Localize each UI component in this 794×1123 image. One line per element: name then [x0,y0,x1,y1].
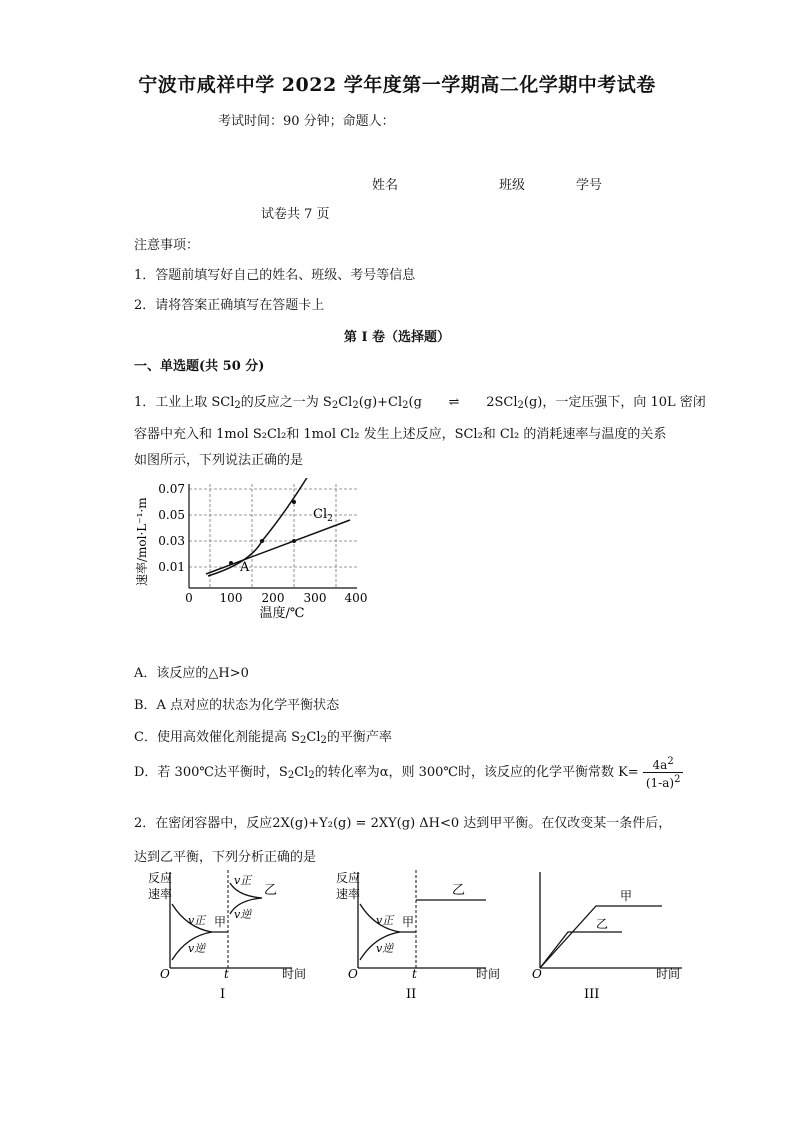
svg-text:100: 100 [219,591,243,605]
y-axis-label: 速率/mol·L⁻¹·m [135,497,149,586]
svg-text:0.01: 0.01 [158,560,185,574]
q2-graph-3 [522,868,692,1002]
svg-text:甲: 甲 [620,889,633,903]
svg-text:II: II [406,987,417,1002]
class-label: 班级 [499,178,526,193]
svg-text:时间: 时间 [282,967,307,981]
q1-option-d: D．若 300℃达平衡时，$S_2Cl_2$的转化率为α，则 300℃时，该反应的化学平衡常数 K= $\frac{4a^2}{(1-a)^2}$ [134,755,683,790]
svg-text:乙: 乙 [452,883,466,898]
svg-text:200: 200 [261,591,285,605]
svg-text:O: O [348,967,358,981]
q2-graph-2 [330,868,505,1002]
q1-stem-line1: 1．工业上取 SCl$_2$的反应之一为 $S_2Cl_2(g)+Cl_2(g$ ⇌ 2SCl$_2$(g)，一定压强下，向 10L 密闭 [134,395,706,411]
q1-stem-line3: 如图所示，下列说法正确的是 [134,453,304,468]
label-cl2: $Cl_2$ [313,507,333,524]
q2-stem-line2: 达到乙平衡，下列分析正确的是 [134,850,317,865]
svg-text:时间: 时间 [656,967,681,981]
svg-text:甲: 甲 [214,915,227,929]
x-axis-label: 温度/℃ [259,606,305,620]
svg-text:速率: 速率 [148,887,173,901]
svg-text:时间: 时间 [476,967,501,981]
q1-option-b: B．A 点对应的状态为化学平衡状态 [134,698,340,713]
label-a: A [240,560,250,575]
svg-text:v逆: v逆 [376,942,394,955]
svg-text:t: t [412,967,417,981]
k-fraction: $\frac{4a^2}{(1-a)^2}$ [643,755,684,790]
reversible-arrow-icon: ⇌ [448,395,460,410]
svg-text:300: 300 [303,591,327,605]
svg-text:v逆: v逆 [234,908,252,921]
svg-text:I: I [220,987,226,1002]
q1-option-a: A．该反应的△H>0 [134,666,249,681]
scl2-rate-curve [208,478,308,576]
section-title: 第 I 卷（选择题） [343,330,451,345]
svg-text:0.05: 0.05 [158,508,185,522]
cl2-rate-line [206,520,350,574]
svg-text:0.07: 0.07 [158,482,185,496]
q1-option-c: C．使用高效催化剂能提高 $S_2Cl_2$的平衡产率 [134,730,392,746]
name-label: 姓名 [372,178,399,193]
svg-text:O: O [532,967,542,981]
svg-text:400: 400 [344,591,368,605]
point-a [229,561,233,565]
svg-text:0.03: 0.03 [158,534,185,548]
svg-text:乙: 乙 [596,917,609,931]
svg-text:v正: v正 [188,914,206,927]
q2-stem-line1: 2．在密闭容器中，反应2X(g)+Y₂(g) = 2XY(g) ΔH<0 达到甲平衡。在仅改变某一条件后， [134,816,672,831]
svg-text:t: t [224,967,229,981]
svg-text:速率: 速率 [336,887,361,901]
svg-text:v逆: v逆 [188,942,206,955]
svg-text:甲: 甲 [402,915,415,929]
notice-item-1: 1．答题前填写好自己的姓名、班级、考号等信息 [134,268,416,283]
pages-note: 试卷共 7 页 [261,207,330,222]
notice-heading: 注意事项： [134,238,200,253]
svg-text:v正: v正 [234,874,252,887]
svg-text:v正: v正 [376,914,394,927]
q1-rate-temperature-chart [130,478,375,620]
svg-text:III: III [584,987,600,1002]
svg-text:乙: 乙 [264,883,278,898]
svg-text:O: O [160,967,170,981]
graph1-ylabel: 反应 [148,871,173,885]
student-id-label: 学号 [576,178,603,193]
q1-stem-line2: 容器中充入和 1mol S₂Cl₂和 1mol Cl₂ 发生上述反应，SCl₂和 Cl₂ 的消耗速率与温度的关系 [134,427,667,442]
exam-info: 考试时间：90 分钟；命题人： [218,114,395,129]
exam-title: 宁波市咸祥中学 2022 学年度第一学期高二化学期中考试卷 [138,74,656,96]
graph2-ylabel: 反应 [336,871,361,885]
svg-text:0: 0 [185,591,193,605]
part-heading: 一、单选题(共 50 分) [134,359,265,374]
notice-item-2: 2．请将答案正确填写在答题卡上 [134,298,325,313]
q2-graph-1 [142,868,312,1002]
